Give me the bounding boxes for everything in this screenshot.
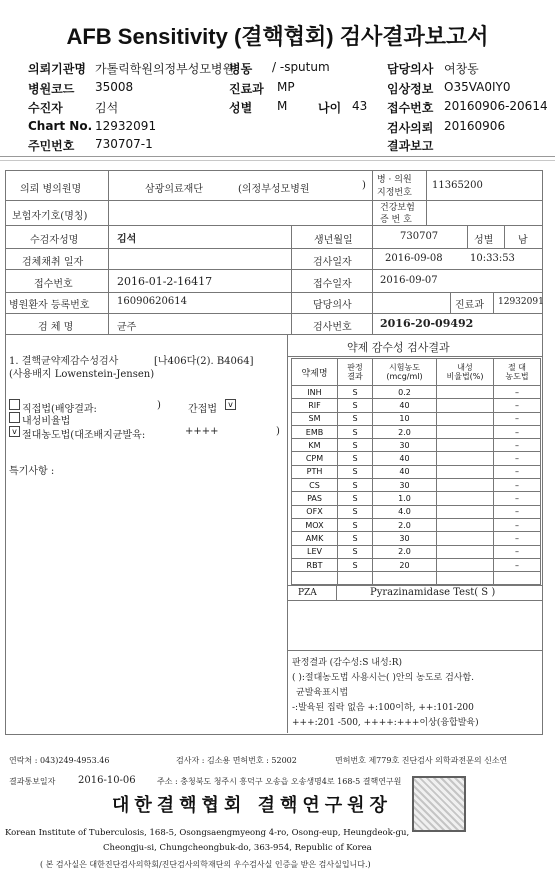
sex-value: 남 <box>518 235 528 246</box>
insured-label: 보험자기호(명칭) <box>12 211 88 222</box>
absolute-cell: – <box>494 545 541 558</box>
footer-address: 주소 : 충청북도 청주시 흥덕구 오송읍 오송생명4로 168-5 결핵연구원 <box>157 777 402 786</box>
sens-row <box>292 465 541 478</box>
value-rrn: 730707-1 <box>95 137 153 151</box>
ratio-cell <box>437 439 494 452</box>
drug-cell: OFX <box>292 505 338 518</box>
specimen-label: 검 체 명 <box>38 322 74 333</box>
result-cell: S <box>338 518 373 531</box>
test-date-value: 2016-09-08 <box>385 253 443 264</box>
divider <box>0 156 555 157</box>
ratio-cell <box>437 492 494 505</box>
value-dept: MP <box>277 80 295 94</box>
col-ratio: 내성 비율법(%) <box>437 359 494 386</box>
divider <box>0 160 555 161</box>
sens-row <box>292 545 541 558</box>
sens-row <box>292 412 541 425</box>
direct-label: 직접법(배양결과: <box>22 404 97 415</box>
result-cell: S <box>338 558 373 571</box>
drug-cell: RBT <box>292 558 338 571</box>
absolute-cell: – <box>494 492 541 505</box>
footer-inspector: 검사자 : 김소용 면허번호 : 52002 <box>176 756 297 765</box>
absolute-cell: – <box>494 412 541 425</box>
label-hosp-code: 병원코드 <box>28 82 75 96</box>
patient-value: 김석 <box>117 234 137 245</box>
drug-cell: CPM <box>292 452 338 465</box>
absolute-cell: – <box>494 479 541 492</box>
org-name-kr: 대한결핵협회 결핵연구원장 <box>112 795 392 816</box>
absolute-cell: – <box>494 465 541 478</box>
result-cell: S <box>338 439 373 452</box>
absolute-cell: – <box>494 399 541 412</box>
sens-row <box>292 452 541 465</box>
absolute-cell: – <box>494 425 541 438</box>
value-request-date: 20160906 <box>444 119 506 133</box>
sens-row <box>292 505 541 518</box>
ratio-cell <box>437 399 494 412</box>
absolute-cell: – <box>494 386 541 399</box>
label-ward: 병동 <box>229 62 253 76</box>
sens-header-row <box>292 359 541 386</box>
footer-license: 면허번호 제779호 진단검사 의학과전문의 신소연 <box>335 756 508 765</box>
value-age: 43 <box>352 99 368 113</box>
result-cell: S <box>338 412 373 425</box>
conc-cell: 10 <box>373 412 437 425</box>
label-requester: 의뢰기관명 <box>28 62 86 76</box>
receipt-value: 2016-01-2-16417 <box>117 275 213 288</box>
result-cell: S <box>338 532 373 545</box>
sens-row <box>292 439 541 452</box>
result-cell: S <box>338 425 373 438</box>
value-receipt: 20160906-20614 <box>444 99 548 113</box>
sens-row <box>292 558 541 571</box>
code-label-2: 지정번호 <box>377 188 412 198</box>
receipt-label: 접수번호 <box>34 279 73 290</box>
dept-label: 진료과 <box>455 300 484 311</box>
health-label-1: 건강보험 <box>380 203 415 213</box>
req-hosp-sub: (의정부성모병원 <box>238 184 310 195</box>
ratio-cell <box>437 386 494 399</box>
drug-cell: LEV <box>292 545 338 558</box>
absolute-checkbox: v <box>9 426 20 437</box>
ratio-cell <box>437 532 494 545</box>
panel-line-1: 1. 결핵균약제감수성검사 <box>9 356 119 367</box>
value-clinical: O35VA0IY0 <box>444 80 511 94</box>
value-requester: 가톨릭학원의정부성모병원 <box>95 62 235 76</box>
sens-row <box>292 492 541 505</box>
req-hosp-label: 의뢰 병의원명 <box>20 184 82 195</box>
absolute-close: ) <box>276 426 280 437</box>
sens-row <box>292 386 541 399</box>
drug-cell: KM <box>292 439 338 452</box>
panel-line-2: (사용배지 Lowenstein-Jensen) <box>9 369 155 380</box>
conc-cell: 2.0 <box>373 518 437 531</box>
absolute-cell: – <box>494 505 541 518</box>
conc-cell: 40 <box>373 465 437 478</box>
org-name-en-1: Korean Institute of Tuberculosis, 168-5, Osongsaengmyeong 4-ro, Osong-eup, Heungdeok-gu, <box>5 828 410 838</box>
dob-label: 생년월일 <box>314 235 353 246</box>
pza-value: Pyrazinamidase Test( S ) <box>370 587 496 598</box>
dept-value: 12932091 <box>498 297 544 307</box>
value-hosp-code: 35008 <box>95 80 134 94</box>
ratio-cell <box>437 558 494 571</box>
value-ward: / -sputum <box>272 60 330 74</box>
test-no-label: 검사번호 <box>313 322 352 333</box>
label-patient: 수진자 <box>28 101 63 115</box>
direct-checkbox <box>9 399 20 410</box>
note-1: 판정결과 (감수성:S 내성:R) <box>292 658 402 668</box>
special-label: 특기사항 : <box>9 466 55 477</box>
label-age: 나이 <box>318 101 342 115</box>
result-cell: S <box>338 386 373 399</box>
sens-row <box>292 532 541 545</box>
ratio-cell <box>437 518 494 531</box>
note-3: 균발육표시법 <box>296 688 349 698</box>
panel-line-1b: [나406다(2). B4064] <box>154 356 254 367</box>
footer-contact: 연락처 : 043)249-4953.46 <box>9 756 110 765</box>
absolute-label: 절대농도법(대조배지균발육: <box>22 430 146 441</box>
sex-label: 성별 <box>474 235 494 246</box>
drug-cell: SM <box>292 412 338 425</box>
conc-cell: 40 <box>373 452 437 465</box>
indirect-checkbox: v <box>225 399 236 410</box>
result-cell: S <box>338 492 373 505</box>
label-clinical: 임상정보 <box>387 82 434 96</box>
drug-cell: INH <box>292 386 338 399</box>
value-sex: M <box>277 99 288 113</box>
cert-note: ( 본 검사실은 대한진단검사의학회/진단검사의학재단의 우수검사실 인증을 받은 검사실입니다.) <box>40 860 371 869</box>
official-seal <box>412 776 466 832</box>
label-chart: Chart No. <box>28 119 93 133</box>
col-absolute: 절 대 농도법 <box>494 359 541 386</box>
drug-cell: PAS <box>292 492 338 505</box>
label-receipt: 접수번호 <box>387 101 434 115</box>
drug-cell <box>292 572 338 585</box>
conc-cell: 2.0 <box>373 545 437 558</box>
conc-cell: 30 <box>373 479 437 492</box>
sens-title: 약제 감수성 검사결과 <box>347 341 450 354</box>
result-cell: S <box>338 452 373 465</box>
conc-cell: 40 <box>373 399 437 412</box>
absolute-cell <box>494 572 541 585</box>
label-doctor: 담당의사 <box>387 62 434 76</box>
result-cell: S <box>338 465 373 478</box>
receipt-date-value: 2016-09-07 <box>380 275 438 286</box>
label-rrn: 주민번호 <box>28 139 75 153</box>
sens-row <box>292 425 541 438</box>
absolute-cell: – <box>494 439 541 452</box>
label-result-report: 결과보고 <box>387 139 434 153</box>
notify-label: 결과통보일자 <box>9 777 56 786</box>
col-drug: 약제명 <box>292 359 338 386</box>
note-5: +++:201 -500, ++++:+++이상(융합발육) <box>292 718 479 728</box>
drug-cell: AMK <box>292 532 338 545</box>
ratio-cell <box>437 505 494 518</box>
ratio-cell <box>437 465 494 478</box>
reg-value: 16090620614 <box>117 296 187 307</box>
conc-cell: 20 <box>373 558 437 571</box>
test-time-value: 10:33:53 <box>470 253 515 264</box>
drug-cell: EMB <box>292 425 338 438</box>
col-result: 판정 결과 <box>338 359 373 386</box>
ratio-label: 내성비율법 <box>22 416 71 427</box>
req-hosp-close: ) <box>362 180 366 191</box>
conc-cell: 30 <box>373 439 437 452</box>
absolute-value: ++++ <box>185 426 219 437</box>
conc-cell <box>373 572 437 585</box>
conc-cell: 1.0 <box>373 492 437 505</box>
label-dept: 진료과 <box>229 82 264 96</box>
ratio-checkbox <box>9 412 20 423</box>
ratio-cell <box>437 572 494 585</box>
ratio-cell <box>437 425 494 438</box>
pza-label: PZA <box>298 588 317 598</box>
conc-cell: 30 <box>373 532 437 545</box>
receipt-date-label: 접수일자 <box>313 279 352 290</box>
notify-date: 2016-10-06 <box>78 775 136 786</box>
code-value: 11365200 <box>432 180 483 191</box>
drug-cell: RIF <box>292 399 338 412</box>
specimen-value: 균주 <box>117 322 137 333</box>
sensitivity-table <box>291 358 541 585</box>
result-cell: S <box>338 479 373 492</box>
drug-cell: CS <box>292 479 338 492</box>
sens-row <box>292 399 541 412</box>
page-title: AFB Sensitivity (결핵협회) 검사결과보고서 <box>66 24 489 49</box>
test-date-label: 검사일자 <box>313 257 352 268</box>
value-doctor: 여창동 <box>444 62 479 76</box>
indirect-label: 간접법 <box>188 404 217 415</box>
doctor-label: 담당의사 <box>313 300 352 311</box>
result-cell: S <box>338 545 373 558</box>
drug-cell: MOX <box>292 518 338 531</box>
direct-close: ) <box>157 400 161 411</box>
org-name-en-2: Cheongju-si, Chungcheongbuk-do, 363-954, Republic of Korea <box>103 843 372 853</box>
sens-row <box>292 572 541 585</box>
label-request-date: 검사의뢰 <box>387 121 434 135</box>
conc-cell: 4.0 <box>373 505 437 518</box>
value-patient: 김석 <box>95 101 119 115</box>
reg-label: 병원환자 등록번호 <box>9 300 90 311</box>
absolute-cell: – <box>494 532 541 545</box>
result-cell: S <box>338 505 373 518</box>
ratio-cell <box>437 479 494 492</box>
sens-row <box>292 479 541 492</box>
absolute-cell: – <box>494 558 541 571</box>
result-cell: S <box>338 399 373 412</box>
ratio-cell <box>437 545 494 558</box>
note-4: -:발육된 집락 없음 +:100이하, ++:101-200 <box>292 703 474 713</box>
absolute-cell: – <box>494 518 541 531</box>
dob-value: 730707 <box>400 231 439 242</box>
drug-cell: PTH <box>292 465 338 478</box>
ratio-cell <box>437 452 494 465</box>
collect-label: 검체채취 일자 <box>22 257 84 268</box>
test-no-value: 2016-20-09492 <box>380 317 474 330</box>
conc-cell: 2.0 <box>373 425 437 438</box>
health-label-2: 증 번 호 <box>380 215 412 225</box>
sens-row <box>292 518 541 531</box>
req-hosp-value: 삼광의료재단 <box>145 184 203 195</box>
patient-label: 수검자성명 <box>30 235 79 246</box>
code-label-1: 병 · 의원 <box>377 175 412 185</box>
result-cell <box>338 572 373 585</box>
col-conc: 시험농도 (mcg/ml) <box>373 359 437 386</box>
value-chart: 12932091 <box>95 119 157 133</box>
absolute-cell: – <box>494 452 541 465</box>
label-sex: 성별 <box>229 101 253 115</box>
ratio-cell <box>437 412 494 425</box>
conc-cell: 0.2 <box>373 386 437 399</box>
note-2: ( ):절대농도법 사용시는( )안의 농도로 검사함. <box>292 673 475 683</box>
